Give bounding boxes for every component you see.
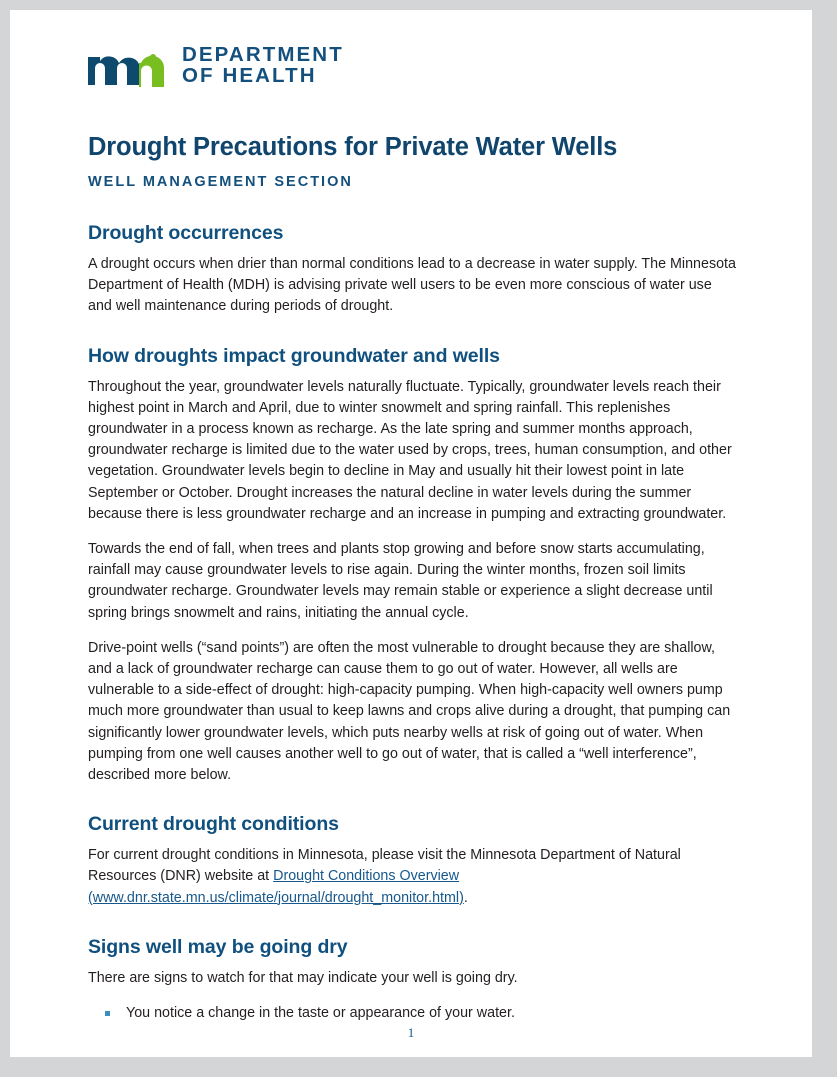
section-current-drought-conditions <box>88 812 736 909</box>
list-item <box>88 1003 736 1024</box>
paragraph: A drought occurs when drier than normal conditions lead to a decrease in water supply. The Minnesota Department of Health (MDH) is advising private well users to be even more conscious of water use and well maintenance during periods of drought. <box>88 256 736 315</box>
paragraph-intro-text: For current drought conditions in Minnesota, please visit the Minnesota Department of Natural Resources (DNR) website at <box>88 847 681 885</box>
document-subtitle: WELL MANAGEMENT SECTION <box>88 174 353 190</box>
square-bullet-icon <box>105 1011 110 1016</box>
mdh-logo <box>88 38 736 94</box>
section-heading: Drought occurrences <box>88 222 284 244</box>
section-how-droughts-impact <box>88 344 736 787</box>
paragraph: Drive-point wells (“sand points”) are often the most vulnerable to drought because they are shallow, and a lack of groundwater recharge can cause them to go out of water. However, all wells are vulnerable to a side-effect of drought: high-capacity pumping. When high-capacity well owners pump much more groundwater than usual to keep lawns and crops alive during a drought, that pumping can significantly lower groundwater levels, which puts nearby wells at risk of going out of water. When pumping from one well causes another well to go out of water, that is called a “well interference”, described more below. <box>88 639 731 784</box>
signs-bullet-list <box>88 1003 736 1024</box>
section-drought-occurrences <box>88 221 736 318</box>
document-page <box>10 10 812 1057</box>
paragraph: There are signs to watch for that may indicate your well is going dry. <box>88 969 518 986</box>
page-content <box>88 38 736 1030</box>
paragraph-trailing-text: . <box>463 889 468 906</box>
paragraph-with-link <box>88 845 736 909</box>
logo-wordmark-line2: OF HEALTH <box>182 64 317 87</box>
page-footer <box>10 1024 812 1042</box>
section-heading: How droughts impact groundwater and wells <box>88 344 500 367</box>
logo-wordmark <box>182 44 344 88</box>
document-title: Drought Precautions for Private Water Wells <box>88 133 618 161</box>
logo-wordmark-line1: DEPARTMENT <box>182 43 344 66</box>
section-heading: Signs well may be going dry <box>88 935 348 958</box>
page-number: 1 <box>407 1025 415 1040</box>
section-heading: Current drought conditions <box>88 813 339 836</box>
section-signs-well-going-dry <box>88 935 736 1024</box>
drought-conditions-overview-link[interactable]: Drought Conditions Overview (www.dnr.state.mn.us/climate/journal/drought_monitor.html) <box>88 868 464 906</box>
list-item-label: You notice a change in the taste or appearance of your water. <box>126 1005 515 1022</box>
paragraph: Throughout the year, groundwater levels naturally fluctuate. Typically, groundwater levels reach their highest point in March and April, due to winter snowmelt and spring rainfall. This replenishes groundwater in a process known as recharge. As the late spring and summer months approach, groundwater recharge is limited due to the water used by crops, trees, human consumption, and other vegetation. Groundwater levels begin to decline in May and usually hit their lowest point in late September or October. Drought increases the natural decline in water levels during the summer because there is less groundwater recharge and an increase in pumping and extracting groundwater. <box>88 378 732 522</box>
paragraph: Towards the end of fall, when trees and plants stop growing and before snow starts accumulating, rainfall may cause groundwater levels to rise again. During the winter months, frozen soil limits groundwater recharge. Groundwater levels may remain stable or experience a slight decrease until spring brings snowmelt and rains, initiating the annual cycle. <box>88 541 713 621</box>
mn-logo-icon <box>88 45 166 87</box>
